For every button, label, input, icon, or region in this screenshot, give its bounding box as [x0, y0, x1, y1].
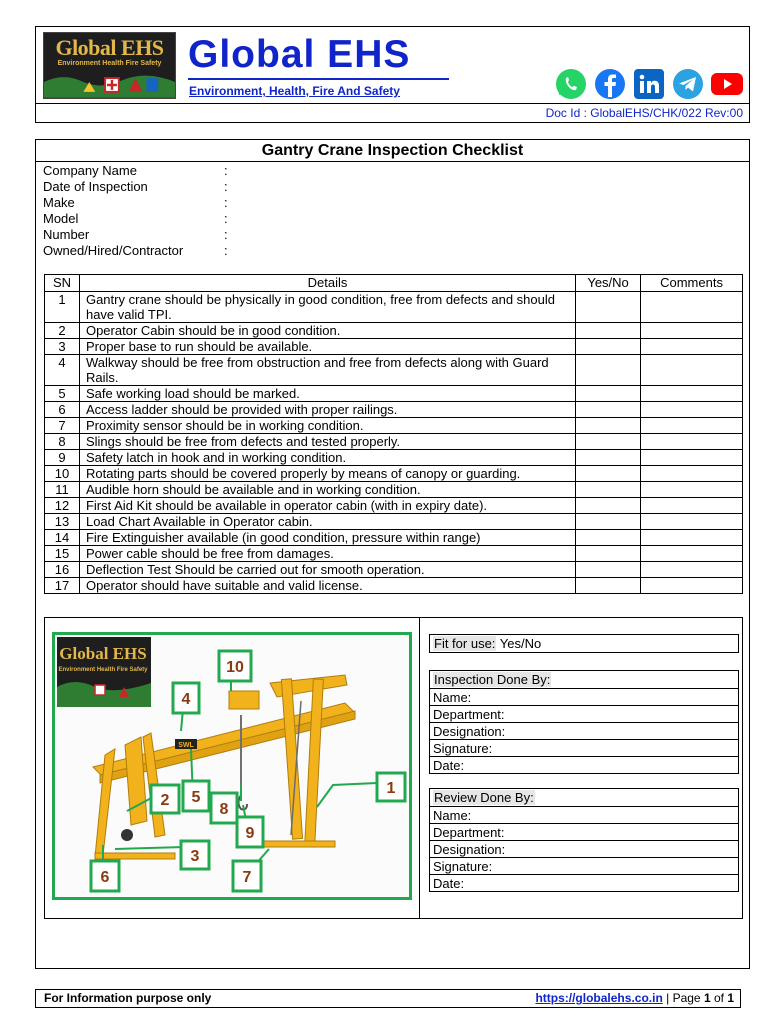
field-separator: : — [224, 163, 228, 178]
website-link[interactable]: https://globalehs.co.in — [535, 991, 663, 1005]
callout-number-10: 10 — [226, 659, 244, 676]
info-field-company — [43, 163, 443, 179]
document-header — [35, 26, 750, 123]
row-comments-cell[interactable] — [641, 546, 743, 562]
header-divider — [36, 103, 749, 104]
field-separator: : — [224, 243, 228, 258]
row-yes-no-cell[interactable] — [576, 498, 641, 514]
review-designation-field[interactable]: Designation: — [430, 840, 738, 857]
row-details-cell: Safety latch in hook and in working condition. — [79, 450, 575, 466]
row-comments-cell[interactable] — [641, 323, 743, 339]
row-yes-no-cell[interactable] — [576, 402, 641, 418]
review-name-field[interactable]: Name: — [430, 806, 738, 823]
checklist-info-fields — [43, 163, 443, 259]
inspection-name-field[interactable]: Name: — [430, 688, 738, 705]
review-heading-row — [430, 789, 738, 806]
callout-number-3: 3 — [190, 848, 200, 865]
review-signature-field[interactable]: Signature: — [430, 857, 738, 874]
facebook-icon[interactable] — [593, 67, 627, 101]
row-yes-no-cell[interactable] — [576, 355, 641, 386]
column-header-comments: Comments — [641, 275, 743, 292]
field-label: Make — [43, 195, 75, 210]
field-label: Company Name — [43, 163, 137, 178]
page-prefix: | Page — [662, 991, 704, 1005]
brand-subtitle: Environment, Health, Fire And Safety — [189, 84, 400, 98]
row-details-cell: First Aid Kit should be available in operator cabin (with in expiry date). — [79, 498, 575, 514]
info-field-ownership — [43, 243, 443, 259]
column-header-sn: SN — [45, 275, 80, 292]
row-details-cell: Deflection Test Should be carried out for smooth operation. — [79, 562, 575, 578]
table-header-row — [45, 275, 743, 292]
review-date-field[interactable]: Date: — [430, 874, 738, 891]
row-yes-no-cell[interactable] — [576, 292, 641, 323]
row-comments-cell[interactable] — [641, 466, 743, 482]
row-sn-cell: 7 — [45, 418, 80, 434]
logo-subtitle: Environment Health Fire Safety — [57, 60, 162, 67]
callout-number-8: 8 — [219, 801, 229, 818]
checklist-table — [44, 274, 743, 594]
callout-number-7: 7 — [242, 869, 252, 886]
bottom-section — [44, 617, 743, 919]
row-details-cell: Audible horn should be available and in working condition. — [79, 482, 575, 498]
table-row — [45, 530, 743, 546]
fit-for-use-value: Yes/No — [496, 636, 542, 651]
inspection-signature-field[interactable]: Signature: — [430, 739, 738, 756]
row-comments-cell[interactable] — [641, 418, 743, 434]
field-label: Number — [43, 227, 90, 242]
checklist-table-body — [45, 292, 743, 594]
row-comments-cell[interactable] — [641, 498, 743, 514]
gantry-crane-diagram — [52, 632, 412, 900]
row-sn-cell: 3 — [45, 339, 80, 355]
row-details-cell: Proper base to run should be available. — [79, 339, 575, 355]
row-sn-cell: 10 — [45, 466, 80, 482]
page-current: 1 — [703, 991, 711, 1005]
row-comments-cell[interactable] — [641, 386, 743, 402]
table-row — [45, 466, 743, 482]
row-details-cell: Walkway should be free from obstruction and free from defects along with Guard Rails. — [79, 355, 575, 386]
row-sn-cell: 1 — [45, 292, 80, 323]
field-separator: : — [224, 179, 228, 194]
table-row — [45, 402, 743, 418]
row-details-cell: Gantry crane should be physically in good condition, free from defects and should have valid TPI. — [79, 292, 575, 323]
row-details-cell: Load Chart Available in Operator cabin. — [79, 514, 575, 530]
row-comments-cell[interactable] — [641, 434, 743, 450]
table-row — [45, 323, 743, 339]
callout-number-6: 6 — [100, 869, 110, 886]
logo-title: Global EHS — [55, 35, 164, 60]
row-yes-no-cell[interactable] — [576, 530, 641, 546]
row-sn-cell: 5 — [45, 386, 80, 402]
checklist-title: Gantry Crane Inspection Checklist — [36, 140, 749, 162]
info-field-model — [43, 211, 443, 227]
page-total: 1 — [727, 991, 734, 1005]
row-details-cell: Rotating parts should be covered properly by means of canopy or guarding. — [79, 466, 575, 482]
row-yes-no-cell[interactable] — [576, 323, 641, 339]
field-separator: : — [224, 227, 228, 242]
inspection-done-by-box — [429, 670, 739, 774]
brand-title: Global EHS — [188, 33, 411, 76]
row-details-cell: Access ladder should be provided with proper railings. — [79, 402, 575, 418]
row-yes-no-cell[interactable] — [576, 386, 641, 402]
inspection-heading: Inspection Done By: — [434, 672, 551, 687]
row-yes-no-cell[interactable] — [576, 450, 641, 466]
row-details-cell: Operator Cabin should be in good condition. — [79, 323, 575, 339]
table-row — [45, 562, 743, 578]
row-comments-cell[interactable] — [641, 339, 743, 355]
row-comments-cell[interactable] — [641, 514, 743, 530]
row-yes-no-cell[interactable] — [576, 434, 641, 450]
review-heading: Review Done By: — [434, 790, 534, 805]
row-sn-cell: 12 — [45, 498, 80, 514]
logo-landscape-icon — [44, 70, 175, 98]
linkedin-icon[interactable] — [632, 67, 666, 101]
row-sn-cell: 4 — [45, 355, 80, 386]
field-label: Owned/Hired/Contractor — [43, 243, 184, 258]
table-row — [45, 578, 743, 594]
row-sn-cell: 6 — [45, 402, 80, 418]
table-row — [45, 498, 743, 514]
footer-note: For Information purpose only — [44, 991, 212, 1005]
column-header-yes-no: Yes/No — [576, 275, 641, 292]
callout-number-1: 1 — [386, 780, 396, 797]
row-details-cell: Power cable should be free from damages. — [79, 546, 575, 562]
table-row — [45, 450, 743, 466]
info-field-make — [43, 195, 443, 211]
gantry-crane-illustration — [55, 635, 409, 897]
table-row — [45, 514, 743, 530]
row-yes-no-cell[interactable] — [576, 562, 641, 578]
row-details-cell: Safe working load should be marked. — [79, 386, 575, 402]
callout-number-4: 4 — [181, 691, 191, 708]
row-sn-cell: 15 — [45, 546, 80, 562]
inspection-department-field[interactable]: Department: — [430, 705, 738, 722]
brand-underline — [188, 78, 449, 80]
row-yes-no-cell[interactable] — [576, 339, 641, 355]
fit-for-use-label: Fit for use: — [434, 636, 496, 651]
telegram-icon[interactable] — [671, 67, 705, 101]
callout-number-5: 5 — [191, 789, 201, 806]
fit-for-use-box — [429, 634, 739, 653]
row-details-cell: Slings should be free from defects and tested properly. — [79, 434, 575, 450]
global-ehs-logo — [43, 32, 176, 99]
row-yes-no-cell[interactable] — [576, 578, 641, 594]
row-yes-no-cell[interactable] — [576, 466, 641, 482]
table-row — [45, 339, 743, 355]
row-yes-no-cell[interactable] — [576, 482, 641, 498]
table-row — [45, 355, 743, 386]
section-divider — [419, 618, 420, 918]
footer-page-info — [535, 990, 734, 1007]
document-id: Doc Id : GlobalEHS/CHK/022 Rev:00 — [545, 106, 743, 120]
table-row — [45, 418, 743, 434]
row-sn-cell: 9 — [45, 450, 80, 466]
row-sn-cell: 17 — [45, 578, 80, 594]
row-yes-no-cell[interactable] — [576, 418, 641, 434]
document-footer — [35, 989, 741, 1008]
row-comments-cell[interactable] — [641, 292, 743, 323]
inspection-designation-field[interactable]: Designation: — [430, 722, 738, 739]
row-comments-cell[interactable] — [641, 530, 743, 546]
row-sn-cell: 2 — [45, 323, 80, 339]
whatsapp-icon[interactable] — [554, 67, 588, 101]
row-details-cell: Fire Extinguisher available (in good condition, pressure within range) — [79, 530, 575, 546]
row-comments-cell[interactable] — [641, 450, 743, 466]
row-details-cell: Operator should have suitable and valid license. — [79, 578, 575, 594]
field-separator: : — [224, 195, 228, 210]
row-comments-cell[interactable] — [641, 402, 743, 418]
column-header-details: Details — [79, 275, 575, 292]
table-row — [45, 386, 743, 402]
row-comments-cell[interactable] — [641, 355, 743, 386]
callout-number-9: 9 — [245, 825, 255, 842]
row-comments-cell[interactable] — [641, 482, 743, 498]
figure-logo-subtitle: Environment Health Fire Safety — [58, 667, 148, 673]
field-label: Date of Inspection — [43, 179, 148, 194]
info-field-number — [43, 227, 443, 243]
youtube-icon[interactable] — [710, 67, 744, 101]
checklist-frame — [35, 139, 750, 969]
row-sn-cell: 11 — [45, 482, 80, 498]
review-done-by-box — [429, 788, 739, 892]
table-row — [45, 482, 743, 498]
row-yes-no-cell[interactable] — [576, 514, 641, 530]
row-comments-cell[interactable] — [641, 578, 743, 594]
row-comments-cell[interactable] — [641, 562, 743, 578]
row-sn-cell: 16 — [45, 562, 80, 578]
inspection-date-field[interactable]: Date: — [430, 756, 738, 773]
info-field-date — [43, 179, 443, 195]
figure-logo-title: Global EHS — [59, 644, 147, 663]
inspection-heading-row — [430, 671, 738, 688]
row-yes-no-cell[interactable] — [576, 546, 641, 562]
row-sn-cell: 14 — [45, 530, 80, 546]
row-sn-cell: 13 — [45, 514, 80, 530]
table-row — [45, 546, 743, 562]
page-of: of — [710, 991, 728, 1005]
table-row — [45, 434, 743, 450]
social-links — [554, 67, 744, 101]
row-details-cell: Proximity sensor should be in working condition. — [79, 418, 575, 434]
table-row — [45, 292, 743, 323]
review-department-field[interactable]: Department: — [430, 823, 738, 840]
row-sn-cell: 8 — [45, 434, 80, 450]
field-separator: : — [224, 211, 228, 226]
field-label: Model — [43, 211, 79, 226]
fit-for-use-row — [430, 635, 738, 652]
callout-number-2: 2 — [160, 792, 170, 809]
swl-plate-label: SWL — [178, 742, 194, 749]
